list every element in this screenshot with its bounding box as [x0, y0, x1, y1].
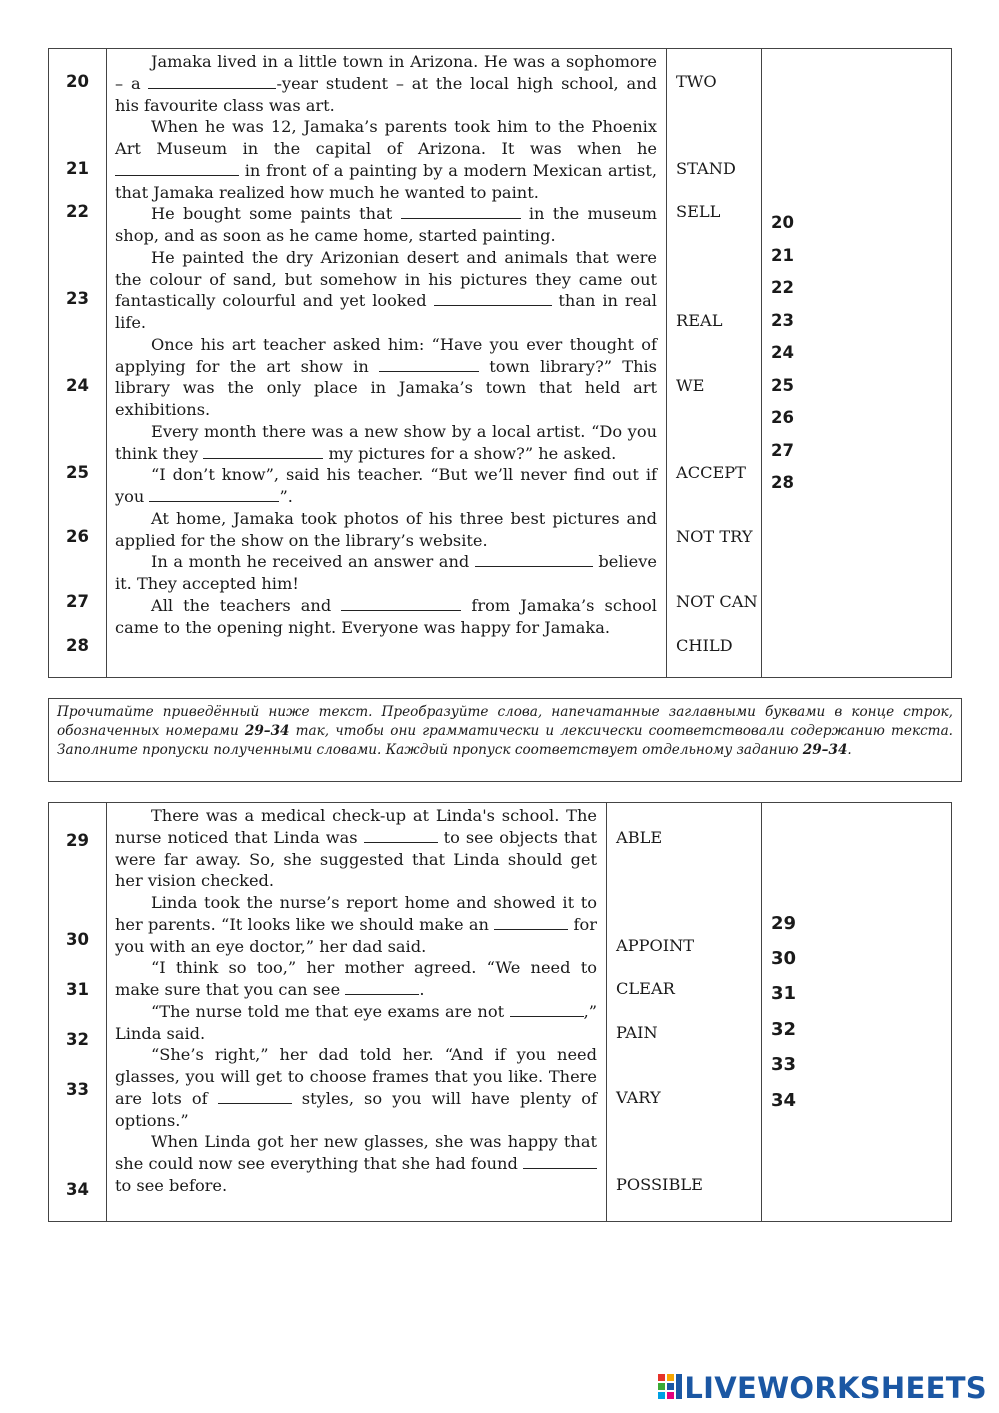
paragraph: Once his art teacher asked him: “Have you ever thought of applying for the art show in town library?” This library was the only place in Jamaka’s town that held art exhibitions. [115, 334, 657, 419]
answer-blank [475, 552, 593, 567]
answer-field-label[interactable]: 21 [771, 246, 794, 265]
answer-field-label[interactable]: 31 [771, 983, 797, 1004]
paragraph: At home, Jamaka took photos of his three best pictures and applied for the show on the library’s website. [115, 508, 657, 550]
question-number: 28 [66, 636, 89, 655]
answer-blank [401, 204, 521, 219]
paragraph: When he was 12, Jamaka’s parents took him to the Phoenix Art Museum in the capital of Arizona. It was when he in front of a painting by a modern Mexican artist, that Jamaka realized how much he wanted to paint. [115, 117, 657, 202]
question-number: 31 [66, 980, 89, 999]
answer-field-label[interactable]: 22 [771, 278, 794, 297]
answer-field-label[interactable]: 20 [771, 213, 794, 232]
answer-field-label[interactable]: 27 [771, 441, 794, 460]
answer-blank [494, 915, 568, 930]
question-number: 27 [66, 592, 89, 611]
answer-blank [379, 357, 479, 372]
paragraph: Every month there was a new show by a local artist. “Do you think they my pictures for a show?” he asked. [115, 421, 657, 463]
keyword: NOT CAN [676, 592, 758, 611]
passage-text [115, 51, 657, 638]
answer-blank [148, 74, 276, 89]
keyword: POSSIBLE [616, 1175, 703, 1194]
answer-blank [364, 828, 438, 843]
question-number: 30 [66, 930, 89, 949]
answer-field-label[interactable]: 33 [771, 1054, 797, 1075]
logo-text: LIVEWORKSHEETS [684, 1371, 987, 1405]
keyword: VARY [616, 1088, 661, 1107]
paragraph: In a month he received an answer and believe it. They accepted him! [115, 552, 657, 593]
question-number: 23 [66, 289, 89, 308]
keyword: ABLE [616, 828, 663, 847]
answer-blank [203, 444, 323, 459]
answer-field-label[interactable]: 26 [771, 408, 794, 427]
keyword: CHILD [676, 636, 733, 655]
passage-text [115, 805, 597, 1197]
paragraph: When Linda got her new glasses, she was happy that she could now see everything that she had found to see before. [115, 1132, 597, 1195]
paragraph: Linda took the nurse’s report home and showed it to her parents. “It looks like we should make an for you with an eye doctor,” her dad said. [115, 893, 597, 956]
paragraph: He bought some paints that in the museum shop, and as soon as he came home, started painting. [115, 204, 657, 245]
question-number: 22 [66, 202, 89, 221]
answer-blank [510, 1002, 584, 1017]
answer-field-label[interactable]: 30 [771, 948, 797, 969]
paragraph: “I don’t know”, said his teacher. “But we’ll never find out if you ”. [115, 465, 657, 506]
answer-blank [218, 1089, 292, 1104]
paragraph: He painted the dry Arizonian desert and animals that were the colour of sand, but somehow in his pictures they came out fantastically colourful and yet looked than in real life. [115, 247, 657, 332]
answer-blank [523, 1154, 597, 1169]
keyword: APPOINT [616, 936, 695, 955]
paragraph: “I think so too,” her mother agreed. “We need to make sure that you can see . [115, 958, 597, 999]
keyword: WE [676, 376, 705, 395]
exercise-table-1 [48, 48, 952, 678]
keyword: STAND [676, 159, 736, 178]
paragraph: “The nurse told me that eye exams are not ,” Linda said. [115, 1001, 597, 1043]
answer-field-label[interactable]: 32 [771, 1019, 797, 1040]
keyword: PAIN [616, 1023, 658, 1042]
instruction-box: Прочитайте приведённый ниже текст. Преобразуйте слова, напечатанные заглавными буквами в конце строк, обозначенных номерами 29–34 так, чтобы они грамматически и лексически соответствовали содержанию текста. Заполните пропуски полученными словами. Каждый пропуск соответствует отдельному заданию 29–34. [48, 698, 962, 782]
question-number: 32 [66, 1030, 89, 1049]
keyword: SELL [676, 202, 721, 221]
paragraph: There was a medical check-up at Linda's school. The nurse noticed that Linda was to see objects that were far away. So, she suggested that Linda should get her vision checked. [115, 806, 597, 891]
answer-field-label[interactable]: 24 [771, 343, 794, 362]
answer-blank [115, 161, 239, 176]
question-number: 20 [66, 72, 89, 91]
answer-field-label[interactable]: 28 [771, 473, 794, 492]
question-number: 21 [66, 159, 89, 178]
question-number: 34 [66, 1180, 89, 1199]
question-number: 29 [66, 831, 89, 850]
answer-field-label[interactable]: 34 [771, 1090, 797, 1111]
question-number: 24 [66, 376, 89, 395]
keyword: NOT TRY [676, 527, 753, 546]
paragraph: Jamaka lived in a little town in Arizona. He was a sophomore – a -year student – at the local high school, and his favourite class was art. [115, 52, 657, 115]
question-number: 33 [66, 1080, 89, 1099]
question-number: 26 [66, 527, 89, 546]
answer-field-label[interactable]: 25 [771, 376, 794, 395]
keyword: ACCEPT [676, 463, 746, 482]
exercise-table-2 [48, 802, 952, 1222]
answer-blank [345, 980, 419, 995]
keyword: TWO [676, 72, 717, 91]
question-number: 25 [66, 463, 89, 482]
answer-blank [434, 291, 552, 306]
answer-blank [149, 487, 279, 502]
liveworksheets-logo[interactable] [658, 1371, 987, 1405]
answer-blank [341, 596, 461, 611]
liveworksheets-logo-icon [658, 1374, 684, 1402]
answer-field-label[interactable]: 29 [771, 913, 797, 934]
keyword: CLEAR [616, 979, 675, 998]
paragraph: All the teachers and from Jamaka’s school came to the opening night. Everyone was happy for Jamaka. [115, 595, 657, 637]
keyword: REAL [676, 311, 723, 330]
paragraph: “She’s right,” her dad told her. “And if you need glasses, you will get to choose frames that you like. There are lots of styles, so you will have plenty of options.” [115, 1045, 597, 1130]
answer-field-label[interactable]: 23 [771, 311, 794, 330]
